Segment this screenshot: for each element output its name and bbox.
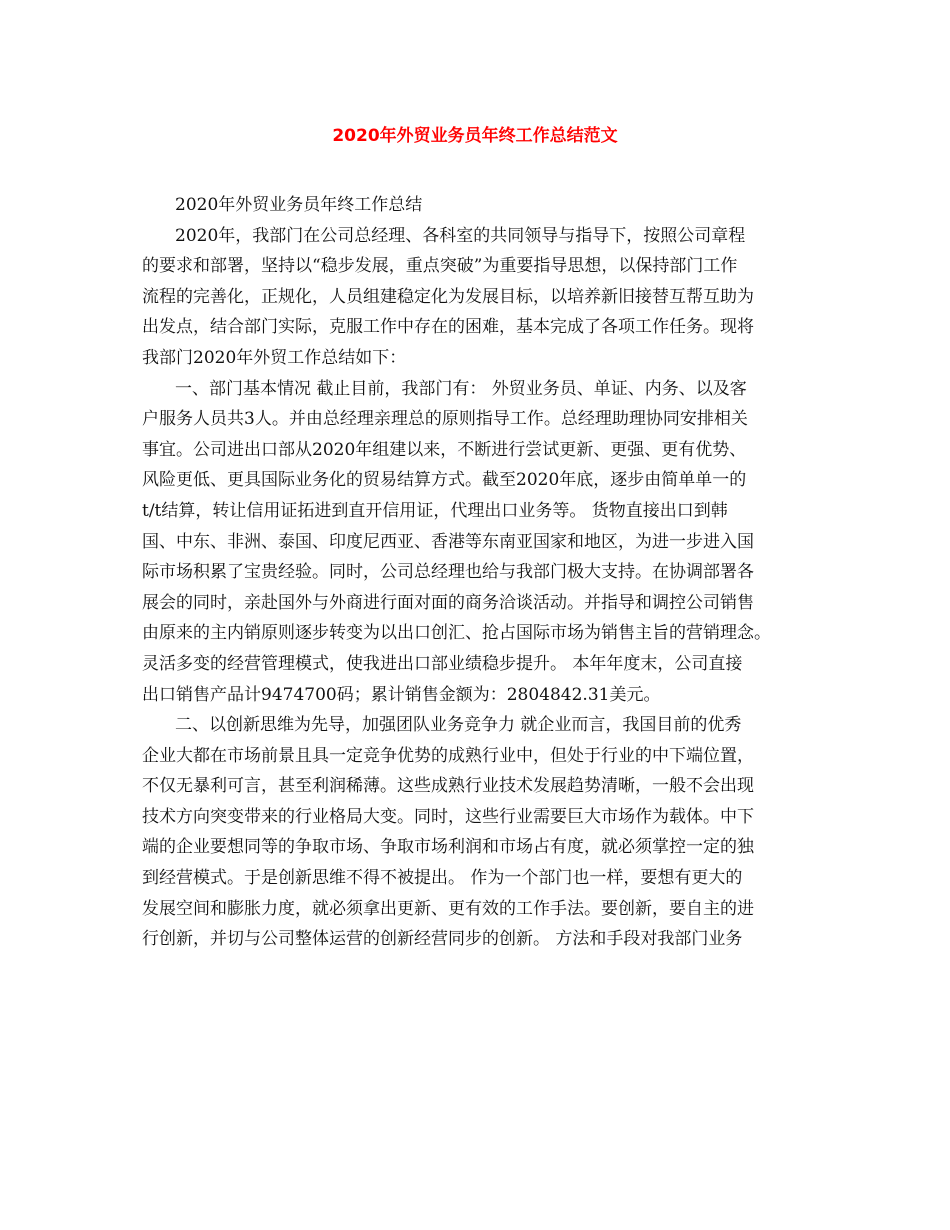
subtitle-line: 2020年外贸业务员年终工作总结 bbox=[175, 195, 423, 215]
body-line: 出发点，结合部门实际，克服工作中存在的困难，基本完成了各项工作任务。现将 bbox=[142, 317, 754, 338]
body-line: 技术方向突变带来的行业格局大变。同时，这些行业需要巨大市场作为载体。中下 bbox=[142, 806, 754, 827]
body-line: 2020年，我部门在公司总经理、各科室的共同领导与指导下，按照公司章程 bbox=[175, 225, 746, 246]
body-line: 际市场积累了宝贵经验。同时，公司总经理也给与我部门极大支持。在协调部署各 bbox=[142, 562, 754, 583]
body-line: 不仅无暴利可言，甚至利润稀薄。这些成熟行业技术发展趋势清晰，一般不会出现 bbox=[142, 776, 754, 797]
body-line: 发展空间和膨胀力度，就必须拿出更新、更有效的工作手法。要创新，要自主的进 bbox=[142, 898, 754, 919]
body-line: 灵活多变的经营管理模式，使我进出口部业绩稳步提升。 本年年度末，公司直接 bbox=[142, 653, 743, 674]
body-line: 我部门2020年外贸工作总结如下： bbox=[142, 347, 407, 368]
body-line: 国、中东、非洲、泰国、印度尼西亚、香港等东南亚国家和地区，为进一步进入国 bbox=[142, 531, 754, 552]
body-line: 二、以创新思维为先导，加强团队业务竞争力 就企业而言，我国目前的优秀 bbox=[175, 715, 742, 736]
body-line: t/t结算，转让信用证拓进到直开信用证，代理出口业务等。 货物直接出口到韩 bbox=[142, 500, 728, 521]
body-line: 由原来的主内销原则逐步转变为以出口创汇、抢占国际市场为销售主旨的营销理念。 bbox=[142, 623, 771, 644]
document-title: 2020年外贸业务员年终工作总结范文 bbox=[332, 126, 618, 146]
body-line: 行创新，并切与公司整体运营的创新经营同步的创新。 方法和手段对我部门业务 bbox=[142, 929, 743, 950]
body-line: 到经营模式。于是创新思维不得不被提出。 作为一个部门也一样，要想有更大的 bbox=[142, 868, 743, 889]
body-line: 一、部门基本情况 截止目前，我部门有： 外贸业务员、单证、内务、以及客 bbox=[175, 378, 747, 399]
body-line: 风险更低、更具国际业务化的贸易结算方式。截至2020年底，逐步由简单单一的 bbox=[142, 470, 747, 491]
body-line: 端的企业要想同等的争取市场、争取市场利润和市场占有度，就必须掌控一定的独 bbox=[142, 837, 754, 858]
body-line: 展会的同时，亲赴国外与外商进行面对面的商务洽谈活动。并指导和调控公司销售 bbox=[142, 592, 754, 613]
body-line: 出口销售产品计9474700码；累计销售金额为：2804842.31美元。 bbox=[142, 684, 661, 705]
document-body bbox=[142, 190, 827, 955]
body-line: 户服务人员共3人。并由总经理亲理总的原则指导工作。总经理助理协同安排相关 bbox=[142, 409, 748, 430]
body-line: 事宜。公司进出口部从2020年组建以来，不断进行尝试更新、更强、更有优势、 bbox=[142, 439, 747, 460]
body-line: 的要求和部署，坚持以“稳步发展，重点突破”为重要指导思想，以保持部门工作 bbox=[142, 256, 738, 277]
body-line: 企业大都在市场前景且具一定竞争优势的成熟行业中，但处于行业的中下端位置， bbox=[142, 745, 754, 766]
body-line: 流程的完善化，正规化，人员组建稳定化为发展目标，以培养新旧接替互帮互助为 bbox=[142, 286, 754, 307]
